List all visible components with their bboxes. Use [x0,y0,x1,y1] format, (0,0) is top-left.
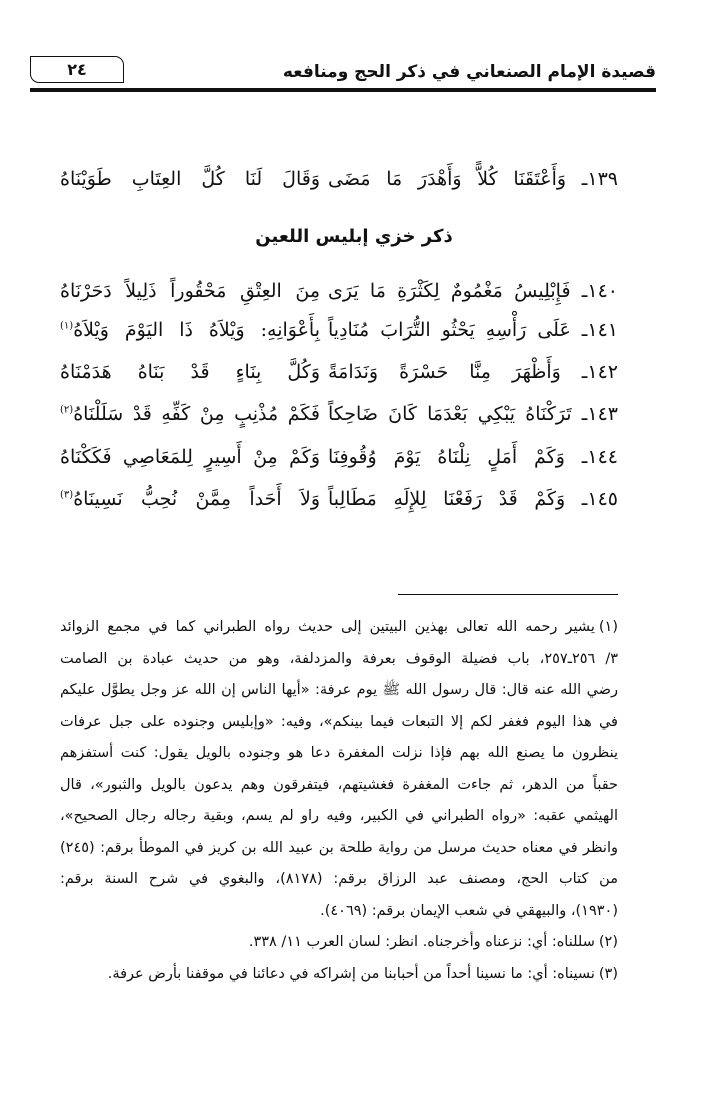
verse-second-hemistich [60,280,320,302]
running-title: قصيدة الإمام الصنعاني في ذكر الحج ومنافعه [282,62,656,82]
verse-second-hemistich: وَقَالَ لَنَا كُلَّ العِتَابِ طَوَيْنَاهُ [60,168,320,190]
footnote-number: (١) [598,619,618,635]
footnote-marker: (٢) [60,404,74,416]
footnote-3 [60,959,618,991]
verse-first-hemistich: ١٤٢ـ وَأَظْهَرَ مِنَّا حَسْرَةً وَنَدَامَةً [328,361,618,383]
verse-145 [60,488,618,528]
verse-first-hemistich: ١٤٠ـ فَإِبْلِيسُ مَغْمُومٌ لِكَثْرَةِ مَا يَرَى [328,280,618,302]
footnote-line: الهيثمي عقبه: «رواه الطبراني في الكبير، وفيه راو لم يسم، وبقية رجاله رجال الصحيح»، [60,808,618,824]
footnote-line: حقباً من الدهر، ثم جاءت المغفرة فغشيتهم، فيتفرقون وهم يدعون بالويل والثبور»، قال [60,776,618,793]
footnote-line [60,959,618,991]
footnote-1 [60,612,618,927]
footnote-number: (٢) [598,934,618,950]
footnote-marker: (٣) [60,489,74,501]
verse-140 [60,280,618,320]
page-number: ٢٤ [30,56,124,83]
footnote-line: رضي الله عنه قال: قال رسول الله ﷺ يوم عرفة: «أيها الناس إن الله عز وجل يطوَّل عليكم [60,682,618,698]
verse-second-hemistich [60,319,320,341]
footnote-marker: (١) [60,320,74,332]
footnote-line: ينظرون ما يصنع الله بهم فإذا نزلت المغفرة دعا هو وجنوده بالويل يقول: كنت أستفزهم [60,745,618,761]
verse-second-text: وَكُلَّ بِنَاءٍ قَدْ بَنَاهُ هَدَمْنَاهُ [60,361,320,383]
verse-second-text: وَكَمْ مِنْ أَسِيرٍ لِلمَعَاصِي فَكَكْنَاهُ [60,446,320,468]
footnote-line-text: نسيناه: أي: ما نسينا أحداً من أحبابنا من إشراكه في دعائنا في موقفنا بأرض عرفة. [107,965,595,982]
footnote-line [60,927,618,959]
header-divider [30,88,656,92]
verse-second-text: فَكَمْ مُذْنِبٍ مِنْ كَفِّهِ قَدْ سَلَلْنَاهُ [73,403,320,425]
footnotes [60,612,618,990]
verse-143 [60,403,618,443]
footnote-number: (٣) [598,965,618,982]
verse-first-hemistich: ١٤٤ـ وَكَمْ أَمَلٍ نِلْنَاهُ يَوْمَ وُقُوفِنَا [328,446,618,468]
verse-second-hemistich [60,361,320,383]
footnote-line: من كتاب الحج، ومصنف عبد الرزاق برقم: (٨١٧٨)، والبغوي في شرح السنة برقم: [60,871,618,887]
verse-second-hemistich [60,488,320,510]
verse-first-hemistich: ١٤١ـ عَلَى رَأْسِهِ يَحْثُو التُّرَابَ مُنَادِياً [328,319,618,341]
verse-second-hemistich [60,403,320,425]
footnote-line-text: يشير رحمه الله تعالى بهذين البيتين إلى حديث رواه الطبراني كما في مجمع الزوائد [60,619,595,635]
verse-second-text: وَلاَ أَحَداً مِمَّنْ نُحِبُّ نَسِينَاهُ [73,488,320,510]
footnote-line [60,612,618,644]
verse-142 [60,361,618,401]
footnote-line: (١٩٣٠)، والبيهقي في شعب الإيمان برقم: (٤٠٦٩). [320,902,618,919]
verse-144 [60,446,618,486]
footnote-line: في هذا اليوم فغفر لكم إلا التبعات فيما بينكم»، وفيه: «وإبليس وجنوده على جبل عرفات [60,713,618,730]
footnote-divider [398,594,618,595]
footnote-line-text: سللناه: أي: نزعناه وأخرجناه. انظر: لسان العرب ١١/ ٣٣٨. [248,934,595,950]
verse-second-text: بِأَعْوَانِهِ: وَيْلاَهُ ذَا اليَوْمَ وَيْلاَهُ [73,319,320,341]
verse-first-hemistich: ١٤٥ـ وَكَمْ قَدْ رَفَعْنَا لِلإِلَهِ مَطَالِباً [328,488,618,510]
verse-139 [60,168,618,208]
verse-first-hemistich: ١٣٩ـ وَأَعْتَقَنَا كُلاًّ وَأَهْدَرَ مَا مَضَى [328,168,618,190]
verse-second-text: مِنَ العِتْقِ مَحْقُوراً ذَلِيلاً دَحَرْنَاهُ [60,280,320,302]
footnote-line: وانظر في معناه حديث مرسل من رواية طلحة بن عبيد الله بن كريز في الموطأ برقم: (٢٤٥) [60,839,618,856]
verse-141 [60,319,618,359]
footnote-2 [60,927,618,959]
verse-second-hemistich [60,446,320,468]
footnote-line: ٣/ ٢٥٦ـ٢٥٧، باب فضيلة الوقوف بعرفة والمزدلفة، وهو من حديث عبادة بن الصامت [60,650,618,667]
section-heading: ذكر خزي إبليس اللعين [255,226,453,247]
verse-first-hemistich: ١٤٣ـ تَرَكْنَاهُ يَبْكِي بَعْدَمَا كَانَ ضَاحِكاً [328,403,618,425]
